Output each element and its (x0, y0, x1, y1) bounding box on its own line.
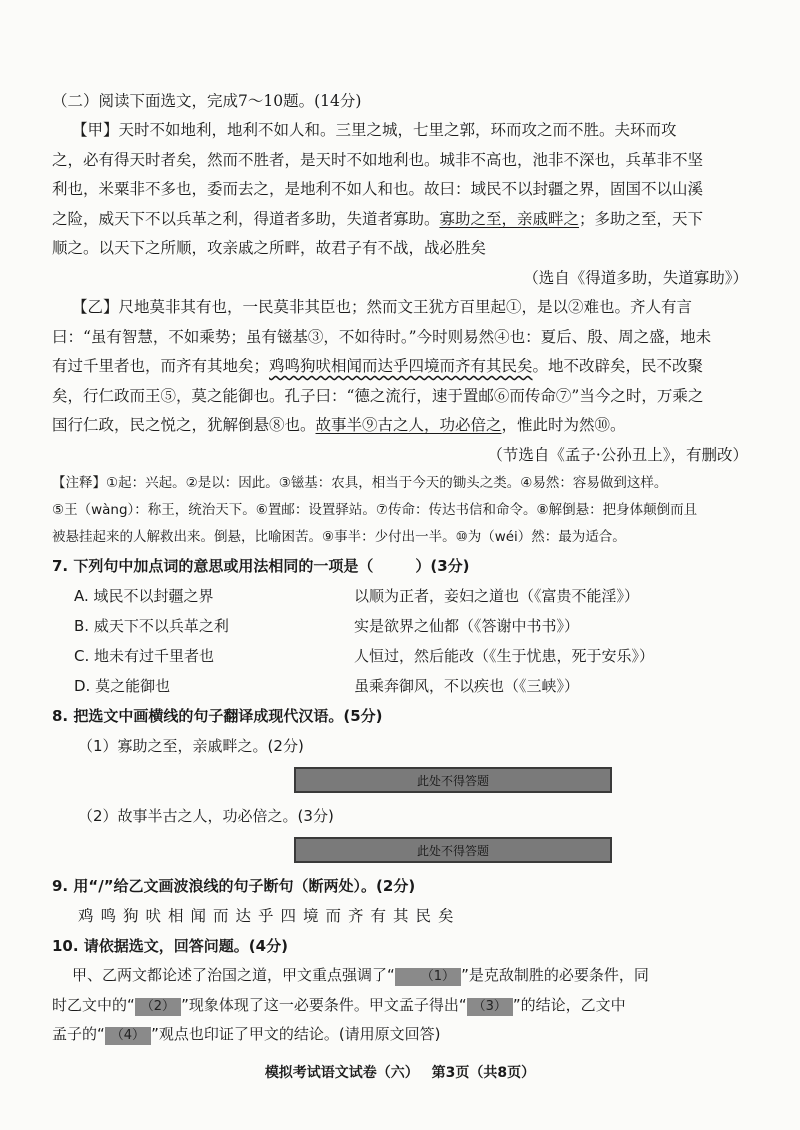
question-9 (52, 871, 760, 931)
note-line-3: 被悬挂起来的人解救出来。倒悬，比喻困苦。⑨事半：少付出一半。⑩为（wéi）然：最为适合。 (52, 529, 626, 545)
no-answer-bar-2: 此处不得答题 (294, 837, 612, 863)
q10-line-3 (52, 1020, 760, 1050)
yi-wavy-sentence: 鸡鸣狗吠相闻而达乎四境而齐有其民矣 (269, 357, 533, 375)
q7-option-d-right: 虽乘奔御风，不以疾也（《三峡》） (354, 677, 580, 695)
question-8 (52, 701, 760, 863)
q8-sub-2: （2）故事半古之人，功必倍之。(3分) (78, 807, 334, 825)
notes (52, 470, 760, 551)
q10-text-2a: 时乙文中的“ (52, 995, 135, 1014)
q10-text-1a: 甲、乙两文都论述了治国之道，甲文重点强调了“ (72, 966, 395, 984)
q10-text-1b: ”是克敌制胜的必要条件，同 (461, 966, 649, 984)
q7-option-c (52, 641, 760, 671)
q10-blank-3[interactable]: （3） (467, 998, 513, 1016)
passage-jia (52, 116, 760, 293)
q7-option-d-left: D. 莫之能御也 (74, 677, 171, 695)
jia-line-4-b: ；多助之至，天下 (579, 209, 704, 228)
jia-line-5: 顺之。以天下之所顺，攻亲戚之所畔，故君子有不战，战必胜矣 (52, 239, 487, 257)
q7-option-a (52, 581, 760, 611)
q7-option-c-left: C. 地未有过千里者也 (74, 647, 215, 665)
q10-blank-1[interactable]: （1） (395, 968, 461, 986)
q8-sub-1: （1）寡助之至，亲戚畔之。(2分) (78, 737, 304, 755)
q8-stem: 8. 把选文中画横线的句子翻译成现代汉语。(5分) (52, 707, 383, 725)
q10-blank-4[interactable]: （4） (105, 1027, 151, 1045)
no-answer-bar-1: 此处不得答题 (294, 767, 612, 793)
yi-source: （节选自《孟子·公孙丑上》，有删改） (487, 445, 748, 464)
note-line-1: 【注释】①起：兴起。②是以：因此。③镃基：农具，相当于今天的锄头之类。④易然：容易做到这样。 (52, 475, 668, 491)
question-7 (52, 551, 760, 701)
yi-line-3-b: 。地不改辟矣，民不改聚 (532, 357, 704, 375)
q7-stem (52, 551, 760, 581)
jia-line-4-a: 之险，威天下不以兵革之利，得道者多助，失道者寡助。 (52, 209, 440, 228)
jia-source: （选自《得道多助，失道寡助》） (523, 268, 748, 287)
q7-score: ）(3分) (415, 557, 470, 575)
page-footer: 模拟考试语文试卷（六） 第3页（共8页） (264, 1065, 536, 1081)
q7-option-a-left: A. 域民不以封疆之界 (74, 587, 214, 605)
q8-bar-2-wrap (52, 837, 760, 863)
section-title: （二）阅读下面选文，完成7～10题。(14分) (52, 92, 362, 110)
q10-blank-2[interactable]: （2） (135, 998, 181, 1016)
q10-text-3a: 孟子的“ (52, 1025, 105, 1043)
jia-line-3: 利也，米粟非不多也，委而去之，是地利不如人和也。故曰：域民不以封疆之界，固国不以山溪 (52, 180, 704, 198)
yi-line-5 (52, 411, 760, 441)
jia-line-2: 之，必有得天时者矣，然而不胜者，是天时不如地利也。城非不高也，池非不深也，兵革非不坚 (52, 150, 704, 169)
yi-line-5-b: ，惟此时为然⑩。 (501, 416, 626, 434)
q7-option-c-right: 人恒过，然后能改（《生于忧患，死于安乐》） (354, 647, 655, 665)
yi-line-3 (52, 352, 760, 382)
yi-underlined-sentence: 故事半⑨古之人，功必倍之 (315, 416, 502, 434)
q7-option-a-right: 以顺为正者，妾妇之道也（《富贵不能淫》） (354, 587, 640, 605)
q10-stem: 10. 请依据选文，回答问题。(4分) (52, 937, 288, 955)
yi-line-4: 矣，行仁政而王⑤，莫之能御也。孔子曰：“德之流行，速于置邮⑥而传命⑦”当今之时，万乘之 (52, 386, 704, 405)
note-line-2: ⑤王（wàng）：称王，统治天下。⑥置邮：设置驿站。⑦传命：传达书信和命令。⑧解倒悬：把身体颠倒而且 (52, 502, 698, 518)
q9-stem: 9. 用“/”给乙文画波浪线的句子断句（断两处）。(2分) (52, 877, 416, 895)
q10-text-2b: ”现象体现了这一必要条件。甲文孟子得出“ (181, 995, 467, 1014)
yi-line-2: 曰：“虽有智慧，不如乘势；虽有镃基③，不如待时。”今时则易然④也：夏后、殷、周之盛，地未 (52, 327, 712, 346)
q7-option-b-right: 实是欲界之仙都（《答谢中书书》） (354, 617, 580, 635)
q9-sentence[interactable]: 鸡鸣狗吠相闻而达乎四境而齐有其民矣 (78, 907, 461, 925)
q7-option-b-left: B. 威天下不以兵革之利 (74, 617, 229, 635)
question-10 (52, 931, 760, 1050)
yi-line-3-a: 有过千里者也，而齐有其地矣； (52, 357, 270, 375)
q10-text-2c: ”的结论，乙文中 (512, 995, 626, 1014)
yi-line-5-a: 国行仁政，民之悦之，犹解倒悬⑧也。 (52, 416, 316, 434)
jia-underlined-sentence: 寡助之至，亲戚畔之 (439, 209, 580, 228)
passage-yi (52, 293, 760, 470)
jia-line-1: 【甲】天时不如地利，地利不如人和。三里之城，七里之郭，环而攻之而不胜。夫环而攻 (72, 121, 677, 139)
q10-line-2 (52, 991, 760, 1021)
q7-stem-text: 7. 下列句中加点词的意思或用法相同的一项是（ (52, 557, 374, 575)
jia-line-4 (52, 205, 760, 235)
q7-option-d (52, 671, 760, 701)
yi-line-1: 【乙】尺地莫非其有也，一民莫非其臣也；然而文王犹方百里起①，是以②难也。齐人有言 (72, 298, 693, 316)
q10-text-3b: ”观点也印证了甲文的结论。(请用原文回答) (151, 1025, 441, 1043)
q7-option-b (52, 611, 760, 641)
q8-bar-1-wrap (52, 767, 760, 793)
q10-line-1 (52, 961, 760, 991)
